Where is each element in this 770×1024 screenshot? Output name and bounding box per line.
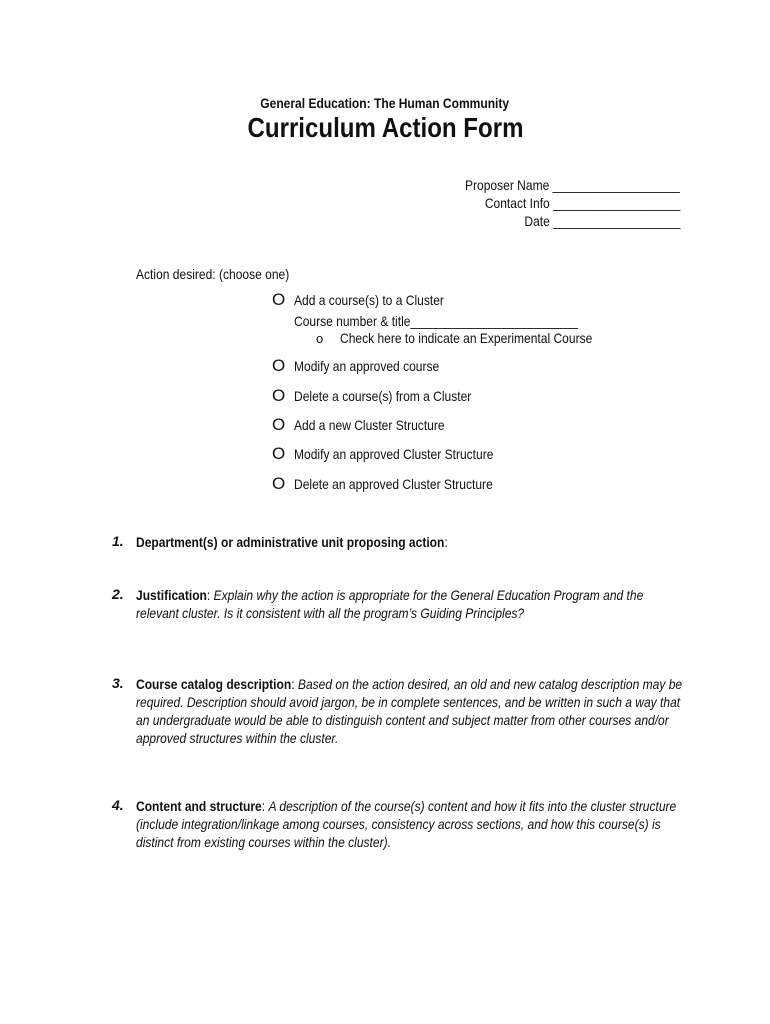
contact-info-field[interactable]: Contact Info ___________________: [484, 195, 680, 211]
question-description: Explain why the action is appropriate for the General Education Program and the relevant cluster. Is it consistent with all the program’s Guiding Principles?: [136, 587, 644, 621]
radio-bullet-icon[interactable]: O: [272, 415, 286, 434]
radio-bullet-icon[interactable]: O: [272, 444, 286, 463]
page-title: Curriculum Action Form: [246, 112, 524, 143]
option-add-cluster[interactable]: O Add a new Cluster Structure: [272, 415, 445, 434]
radio-bullet-icon[interactable]: O: [272, 386, 286, 405]
date-field[interactable]: Date ___________________: [523, 213, 680, 229]
question-heading: Justification: [136, 587, 207, 603]
form-subtitle: General Education: The Human Community: [260, 95, 510, 111]
question-heading: Department(s) or administrative unit proposing action: [136, 534, 445, 550]
question-3: 3. Course catalog description: Based on the action desired, an old and new catalog description may be required. Description should avoid jargon, be in complete sentences, and be written in such a way that an undergraduate would be able to distinguish content and subject matter from other courses and/or approved structures within the cluster.: [112, 675, 683, 746]
question-number: 4.: [112, 797, 124, 813]
question-description: Based on the action desired, an old and new catalog description may be required. Description should avoid jargon, be in complete sentences, and be written in such a way that an undergraduate would be able to distinguish content and subject matter from other courses and/or approved structures within the cluster.: [136, 676, 683, 746]
question-number: 2.: [112, 586, 124, 602]
question-heading: Course catalog description: [136, 676, 292, 692]
radio-bullet-icon[interactable]: O: [272, 474, 286, 493]
question-number: 3.: [112, 675, 124, 691]
question-2: 2. Justification: Explain why the action is appropriate for the General Education Program and the relevant cluster. Is it consistent with all the program’s Guiding Principles?: [112, 586, 644, 621]
radio-bullet-icon[interactable]: O: [272, 356, 286, 375]
radio-bullet-icon[interactable]: O: [272, 290, 286, 309]
question-1: 1. Department(s) or administrative unit proposing action:: [112, 533, 448, 550]
experimental-checkbox[interactable]: o Check here to indicate an Experimental Course: [316, 330, 593, 346]
option-delete-cluster[interactable]: O Delete an approved Cluster Structure: [272, 474, 493, 493]
proposer-name-field[interactable]: Proposer Name ___________________: [465, 177, 680, 193]
option-modify-course[interactable]: O Modify an approved course: [272, 356, 440, 375]
question-description: A description of the course(s) content and how it fits into the cluster structure (include integration/linkage among courses, consistency across sections, and how this course(s) is distinct from existing courses within the cluster).: [136, 798, 677, 850]
question-number: 1.: [112, 533, 124, 549]
option-add-course[interactable]: O Add a course(s) to a Cluster: [272, 290, 444, 309]
checkbox-bullet-icon[interactable]: o: [316, 331, 324, 346]
question-4: 4. Content and structure: A description of the course(s) content and how it fits into the cluster structure (include integration/linkage among courses, consistency across sections, and how this course(s) is distinct from existing courses within the cluster).: [112, 797, 677, 850]
course-number-field[interactable]: Course number & title_________________________: [294, 313, 578, 329]
option-modify-cluster[interactable]: O Modify an approved Cluster Structure: [272, 444, 494, 463]
action-desired-label: Action desired: (choose one): [136, 266, 290, 282]
question-heading: Content and structure: [136, 798, 262, 814]
option-delete-course[interactable]: O Delete a course(s) from a Cluster: [272, 386, 472, 405]
